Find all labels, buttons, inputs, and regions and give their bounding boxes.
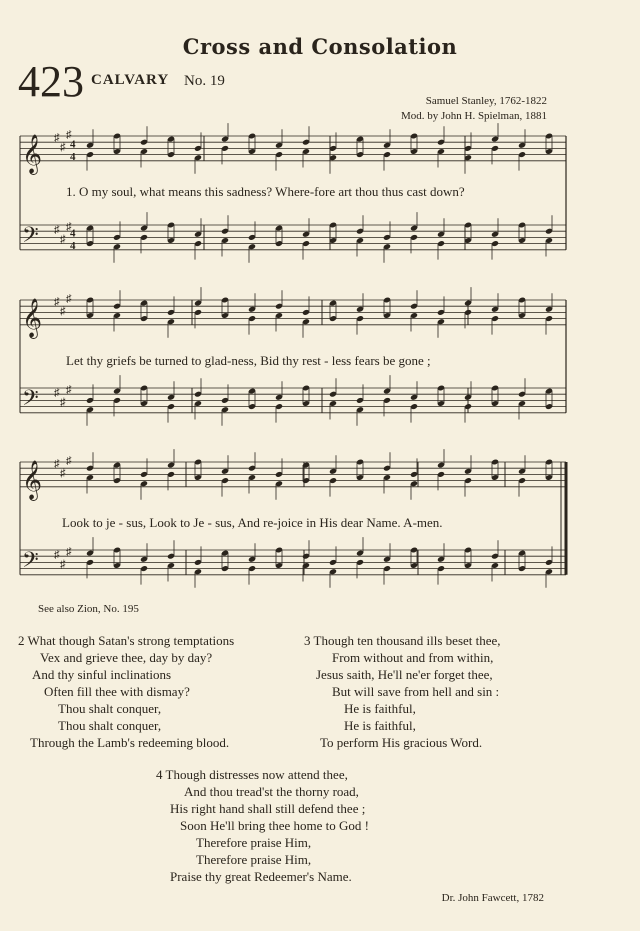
tune-name: CALVARY: [91, 72, 170, 88]
verse-line: And thy sinful inclinations: [32, 667, 172, 682]
sharp-sign: ♯: [60, 305, 66, 318]
see-also-note: See also Zion, No. 195: [38, 603, 139, 615]
time-signature-bottom: 4: [70, 239, 76, 252]
sharp-sign: ♯: [60, 558, 66, 571]
sharp-sign: ♯: [60, 467, 66, 480]
sharp-sign: ♯: [66, 221, 72, 233]
verse-line: Often fill thee with dismay?: [44, 684, 190, 699]
lyricist-credit: Dr. John Fawcett, 1782: [441, 892, 544, 904]
verse-line: Thou shalt conquer,: [58, 718, 162, 733]
verse-3: [304, 632, 501, 751]
verse-line: He is faithful,: [344, 701, 416, 716]
sharp-sign: ♯: [54, 224, 60, 237]
verse-line: To perform His gracious Word.: [320, 735, 483, 750]
verse-line: Therefore praise Him,: [196, 852, 312, 867]
verse-line: 2 What though Satan's strong temptations: [18, 633, 235, 648]
verse-line: Through the Lamb's redeeming blood.: [30, 735, 230, 750]
verse-line: Therefore praise Him,: [196, 835, 312, 850]
time-signature-top: 4: [70, 138, 76, 151]
lyric-line-2: Let thy griefs be turned to glad-ness, Bid thy rest - less fears be gone ;: [66, 353, 431, 368]
bass-clef: 𝄢: [22, 547, 39, 578]
verse-line: He is faithful,: [344, 718, 416, 733]
sharp-sign: ♯: [54, 387, 60, 400]
arranger-credit: Mod. by John H. Spielman, 1881: [400, 110, 547, 122]
verse-2: [18, 632, 234, 751]
lyric-line-1: 1. O my soul, what means this sadness? Where-fore art thou thus cast down?: [66, 184, 465, 199]
verse-line: From without and from within,: [332, 650, 494, 665]
hymn-number: 423: [18, 57, 84, 106]
verse-line: Soon He'll bring thee home to God !: [180, 818, 370, 833]
tune-number: No. 19: [184, 73, 225, 89]
sharp-sign: ♯: [54, 296, 60, 308]
time-signature-top: 4: [70, 227, 76, 240]
time-signature-bottom: 4: [70, 150, 76, 163]
sharp-sign: ♯: [66, 384, 72, 396]
section-title: Cross and Consolation: [182, 34, 458, 59]
verse-line: And thou tread'st the thorny road,: [184, 784, 359, 799]
sharp-sign: ♯: [60, 233, 66, 246]
verse-line: But will save from hell and sin :: [332, 684, 500, 699]
sharp-sign: ♯: [60, 396, 66, 409]
sharp-sign: ♯: [60, 141, 66, 154]
sharp-sign: ♯: [66, 454, 72, 467]
verse-line: Jesus saith, He'll ne'er forget thee,: [316, 667, 493, 682]
lyric-line-3: Look to je - sus, Look to Je - sus, And re-joice in His dear Name. A-men.: [62, 515, 443, 530]
treble-clef: 𝄞: [22, 133, 43, 174]
sharp-sign: ♯: [66, 292, 72, 305]
verse-line: Praise thy great Redeemer's Name.: [170, 869, 352, 884]
bass-clef: 𝄢: [22, 385, 39, 416]
verse-line: Vex and grieve thee, day by day?: [40, 650, 213, 665]
treble-clef: 𝄞: [22, 297, 43, 338]
sharp-sign: ♯: [54, 458, 60, 470]
verse-4: [156, 766, 369, 885]
bass-clef: 𝄢: [22, 222, 39, 253]
sharp-sign: ♯: [54, 549, 60, 562]
treble-clef: 𝄞: [22, 459, 43, 500]
verse-line: 3 Though ten thousand ills beset thee,: [304, 633, 501, 648]
sharp-sign: ♯: [66, 128, 72, 141]
sharp-sign: ♯: [66, 546, 72, 558]
composer-credit: Samuel Stanley, 1762-1822: [425, 95, 547, 107]
verse-line: 4 Though distresses now attend thee,: [156, 767, 348, 782]
verse-line: His right hand shall still defend thee ;: [170, 801, 366, 816]
verse-line: Thou shalt conquer,: [58, 701, 162, 716]
sharp-sign: ♯: [54, 132, 60, 144]
